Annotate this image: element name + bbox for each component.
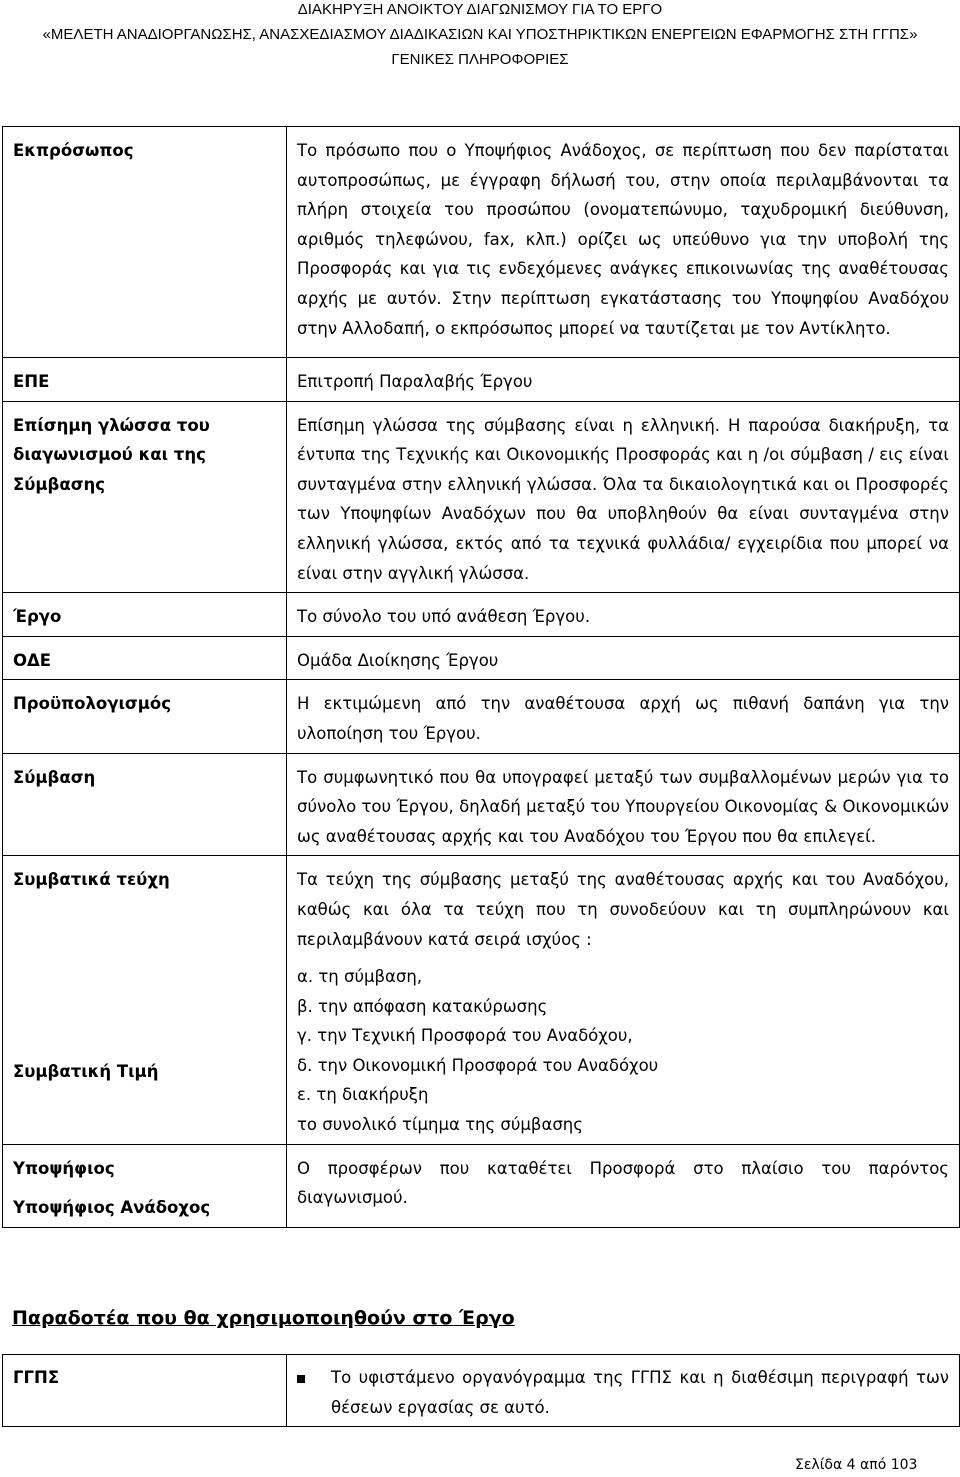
desc-text: Τα τεύχη της σύμβασης μεταξύ της αναθέτουσας αρχής και του Αναδόχου, καθώς και όλα τα τεύχη που τη συνοδεύουν και τη συμπληρώνουν και περιλαμβάνουν κατά σειρά ισχύος : <box>297 870 949 949</box>
table-row <box>3 680 960 753</box>
table-row <box>3 856 960 1144</box>
term-text: Συμβατικά τεύχη <box>13 870 170 890</box>
desc-cell: Επιτροπή Παραλαβής Έργου <box>287 358 960 402</box>
term-cell: ΕΠΕ <box>3 358 287 402</box>
list-item: δ. την Οικονομική Προσφορά του Αναδόχου <box>297 1055 659 1075</box>
table-row <box>3 753 960 856</box>
term-text: Υποψήφιος <box>13 1158 115 1178</box>
desc-cell: Ομάδα Διοίκησης Έργου <box>287 636 960 680</box>
table-row <box>3 1355 960 1427</box>
desc-cell <box>287 856 960 1144</box>
desc-cell: Το πρόσωπο που ο Υποψήφιος Ανάδοχος, σε περίπτωση που δεν παρίσταται αυτοπροσώπως, με έγγραφη δήλωσή του, στην οποία περιλαμβάνονται τα πλήρη στοιχεία του προσώπου (ονοματεπώνυμο, ταχυδρομική διεύθυνση, αριθμός τηλεφώνου, fax, κλπ.) ορίζει ως υπεύθυνο για την υποβολή της Προσφοράς και για τις ενδεχόμενες ανάγκες επικοινωνίας της αναθέτουσας αρχής με αυτόν. Στην περίπτωση εγκατάστασης του Υποψηφίου Αναδόχου στην Αλλοδαπή, ο εκπρόσωπος μπορεί να ταυτίζεται με τον Αντίκλητο. <box>287 127 960 358</box>
table-row <box>3 401 960 593</box>
term-cell: Σύμβαση <box>3 753 287 856</box>
table-row <box>3 593 960 637</box>
table-row <box>3 127 960 358</box>
page-number: Σελίδα 4 από 103 <box>795 1457 918 1473</box>
desc-cell: Ο προσφέρων που καταθέτει Προσφορά στο πλαίσιο του παρόντος διαγωνισμού. <box>287 1144 960 1227</box>
desc-cell: Το συμφωνητικό που θα υπογραφεί μεταξύ των συμβαλλομένων μερών για το σύνολο του Έργου, δηλαδή μεταξύ του Υπουργείου Οικονομίας & Οικονομικών ως αναθέτουσας αρχής και του Αναδόχου του Έργου που θα επιλεγεί. <box>287 753 960 856</box>
list-item: α. τη σύμβαση, <box>297 967 423 987</box>
desc-cell: Επίσημη γλώσσα της σύμβασης είναι η ελληνική. Η παρούσα διακήρυξη, τα έντυπα της Τεχνικής και Οικονομικής Προσφοράς και η /οι σύμβαση / εις είναι συνταγμένα στην ελληνική γλώσσα. Όλα τα δικαιολογητικά και οι Προσφορές των Υποψηφίων Αναδόχων που θα υποβληθούν θα είναι συνταγμένα στην ελληνική γλώσσα, εκτός από τα τεχνικά φυλλάδια/ εγχειρίδια που μπορεί να είναι στην αγγλική γλώσσα. <box>287 401 960 593</box>
term-cell: Επίσημη γλώσσα του διαγωνισμού και της Σύμβασης <box>3 401 287 593</box>
desc-cell: Η εκτιμώμενη από την αναθέτουσα αρχή ως πιθανή δαπάνη για την υλοποίηση του Έργου. <box>287 680 960 753</box>
definitions-table <box>2 126 960 1228</box>
term-cell: Εκπρόσωπος <box>3 127 287 358</box>
list-item: ε. τη διακήρυξη <box>297 1085 429 1105</box>
desc-cell: Το σύνολο του υπό ανάθεση Έργου. <box>287 593 960 637</box>
header-line-3: ΓΕΝΙΚΕΣ ΠΛΗΡΟΦΟΡΙΕΣ <box>391 51 569 68</box>
section-title: Παραδοτέα που θα χρησιμοποιηθούν στο Έργο <box>12 1307 515 1329</box>
list-item <box>297 1363 949 1422</box>
term-text: Υποψήφιος Ανάδοχος <box>13 1198 211 1218</box>
list-item: β. την απόφαση κατακύρωσης <box>297 996 548 1016</box>
table-row <box>3 1144 960 1227</box>
table-row <box>3 358 960 402</box>
term-cell: Προϋπολογισμός <box>3 680 287 753</box>
term-text: Συμβατική Τιμή <box>13 1061 159 1081</box>
page-header <box>0 0 960 72</box>
documents-list <box>297 962 949 1110</box>
header-line-2: «ΜΕΛΕΤΗ ΑΝΑΔΙΟΡΓΑΝΩΣΗΣ, ΑΝΑΣΧΕΔΙΑΣΜΟΥ ΔΙΑΔΙΚΑΣΙΩΝ ΚΑΙ ΥΠΟΣΤΗΡΙΚΤΙΚΩΝ ΕΝΕΡΓΕΙΩΝ ΕΦΑΡΜΟΓΗΣ ΣΤΗ ΓΓΠΣ» <box>42 26 918 43</box>
term-cell <box>3 1144 287 1227</box>
deliverables-table <box>2 1354 960 1427</box>
table-row <box>3 636 960 680</box>
term-cell: ΓΓΠΣ <box>3 1355 287 1427</box>
header-line-1: ΔΙΑΚΗΡΥΞΗ ΑΝΟΙΚΤΟΥ ΔΙΑΓΩΝΙΣΜΟΥ ΓΙΑ ΤΟ ΕΡΓΟ <box>297 1 663 18</box>
term-cell: ΟΔΕ <box>3 636 287 680</box>
bullet-icon <box>297 1363 331 1422</box>
desc-cell <box>287 1355 960 1427</box>
list-item: γ. την Τεχνική Προσφορά του Αναδόχου, <box>297 1026 633 1046</box>
term-cell <box>3 856 287 1144</box>
desc-text: το συνολικό τίμημα της σύμβασης <box>297 1115 583 1135</box>
term-cell: Έργο <box>3 593 287 637</box>
bullet-text: Το υφιστάμενο οργανόγραμμα της ΓΓΠΣ και η διαθέσιμη περιγραφή των θέσεων εργασίας σε αυτό. <box>331 1368 949 1417</box>
